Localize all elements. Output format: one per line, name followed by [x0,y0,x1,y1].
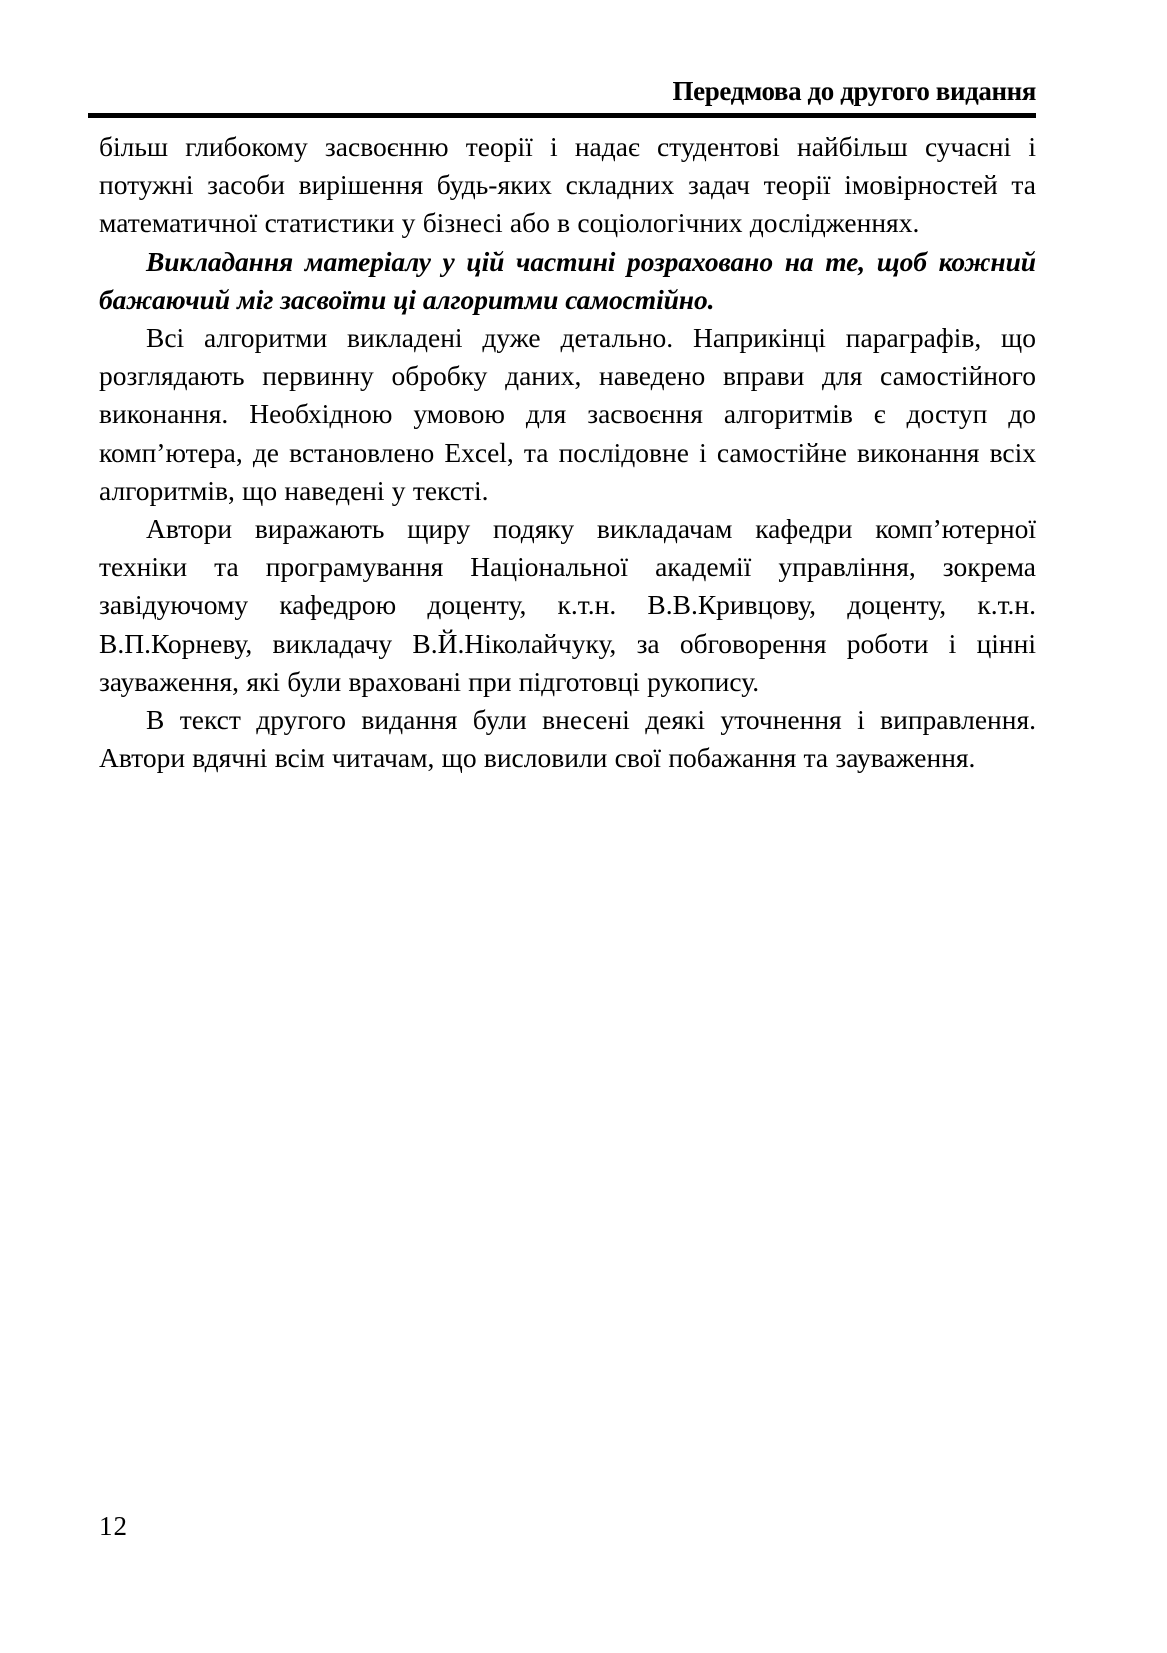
paragraph-algorithms: Всі алгоритми викладені дуже детально. Наприкінці параграфів, що розглядають первинну обробку даних, наведено вправи для самостійного виконання. Необхідною умовою для засвоєння алгоритмів є доступ до комп’ютера, де встановлено Excel, та послідовне і самостійне виконання всіх алгоритмів, що наведені у тексті. [99,322,1036,506]
header-rule [88,113,1036,118]
body-text-block [99,128,1036,777]
paragraph-emphasis: Викладання матеріалу у цій частині розраховано на те, щоб кожний бажаючий міг засвоїти ці алгоритми самостійно. [99,245,1036,315]
paragraph-continued: більш глибокому засвоєнню теорії і надає студентові найбільш сучасні і потужні засоби вирішення будь-яких складних задач теорії імовірностей та математичної статистики у бізнесі або в соціологічних дослідженнях. [99,131,1036,239]
running-header: Передмова до другого видання [672,76,1036,106]
paragraph-acknowledgements: Автори виражають щиру подяку викладачам кафедри комп’ютерної техніки та програмування Національної академії управління, зокрема завідуючому кафедрою доценту, к.т.н. В.В.Кривцову, доценту, к.т.н. В.П.Корневу, викладачу В.Й.Ніколайчуку, за обговорення роботи і цінні зауваження, які були враховані при підготовці рукопису. [99,513,1036,697]
paragraph-second-edition: В текст другого видання були внесені деякі уточнення і виправлення. Автори вдячні всім читачам, що висловили свої побажання та зауваження. [99,704,1036,774]
page-number: 12 [99,1511,128,1541]
